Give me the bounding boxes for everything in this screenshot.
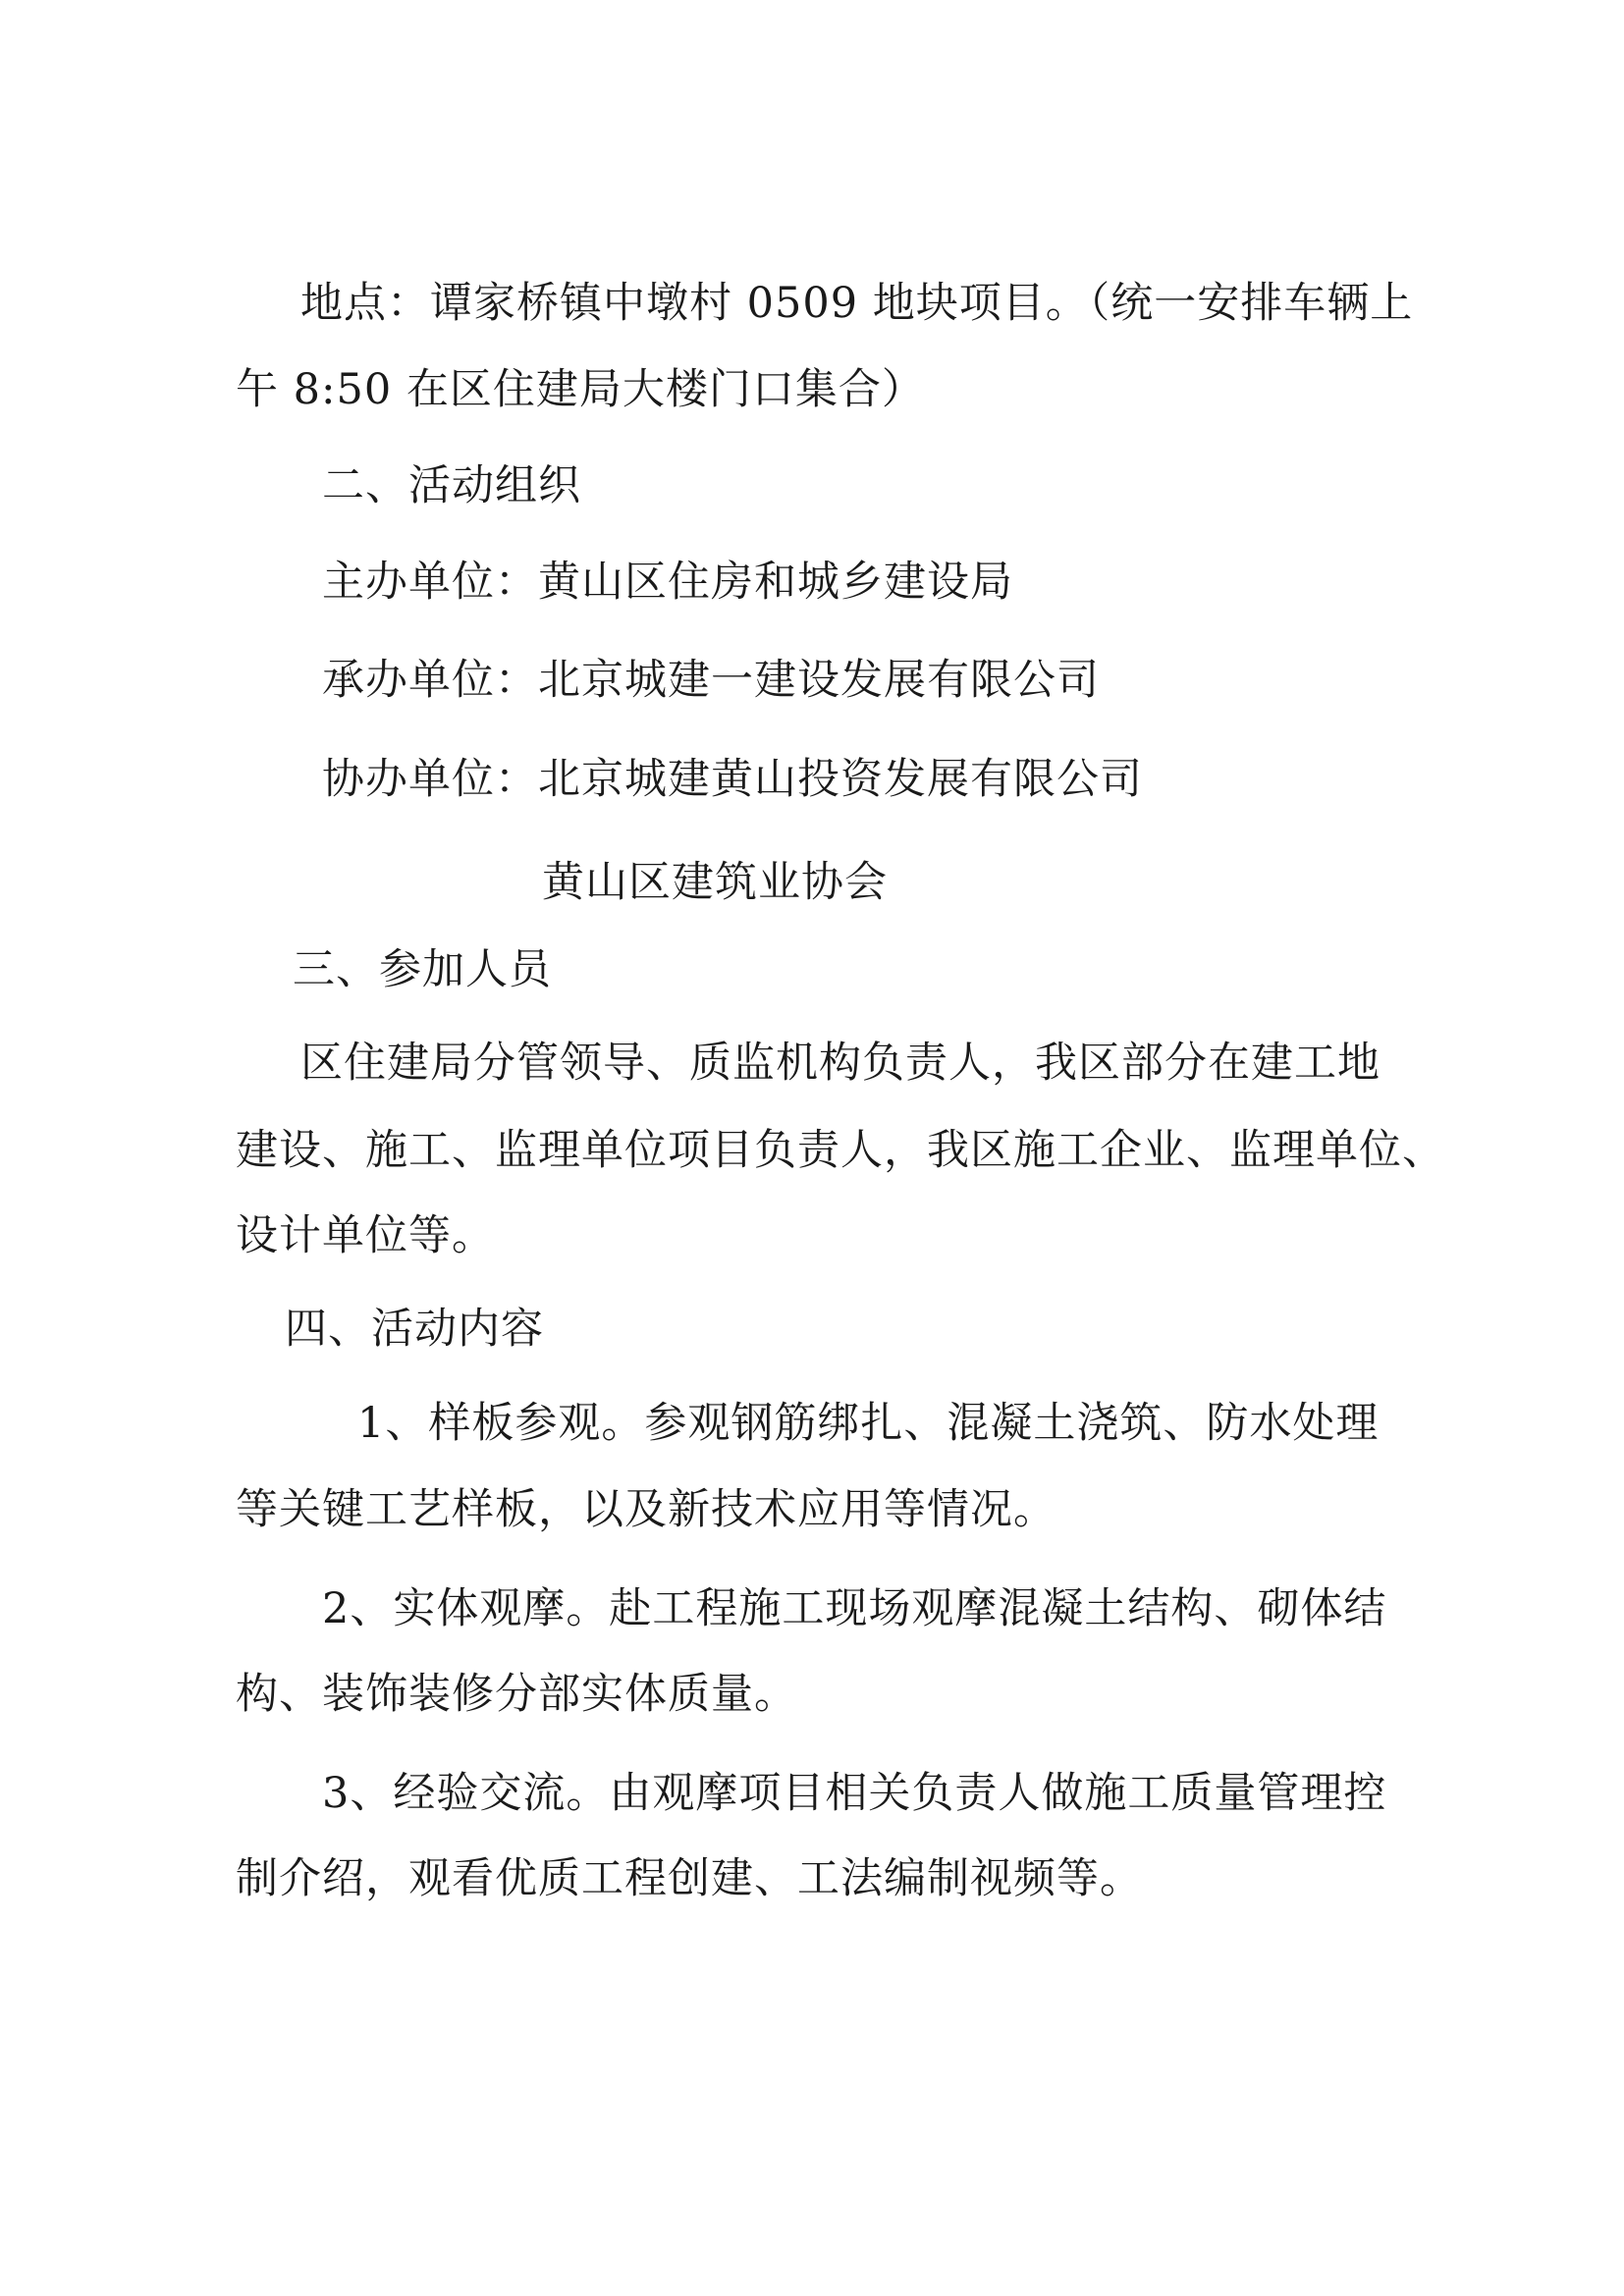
- coorganizer-unit-line-2: 黄山区建筑业协会: [542, 858, 888, 907]
- organizer-unit: 承办单位：北京城建一建设发展有限公司: [322, 656, 1100, 705]
- section-heading-participants: 三、参加人员: [293, 945, 552, 994]
- content-item-2-line-1: 2、实体观摩。赴工程施工现场观摩混凝土结构、砌体结: [322, 1584, 1387, 1633]
- content-item-3-line-1: 3、经验交流。由观摩项目相关负责人做施工质量管理控: [322, 1769, 1387, 1818]
- content-item-2-line-2: 构、装饰装修分部实体质量。: [236, 1670, 797, 1719]
- content-item-3-line-2: 制介绍，观看优质工程创建、工法编制视频等。: [236, 1854, 1143, 1903]
- section-heading-content: 四、活动内容: [285, 1305, 544, 1354]
- location-line-1: 地点：谭家桥镇中墩村 0509 地块项目。（统一安排车辆上: [300, 279, 1414, 328]
- coorganizer-unit-line-1: 协办单位：北京城建黄山投资发展有限公司: [322, 755, 1143, 804]
- participants-line-1: 区住建局分管领导、质监机构负责人，我区部分在建工地: [300, 1039, 1380, 1088]
- participants-line-2: 建设、施工、监理单位项目负责人，我区施工企业、监理单位、: [236, 1126, 1445, 1175]
- content-item-1-line-1: 1、样板参观。参观钢筋绑扎、混凝土浇筑、防水处理: [357, 1399, 1380, 1448]
- content-item-1-line-2: 等关键工艺样板，以及新技术应用等情况。: [236, 1485, 1056, 1534]
- participants-line-3: 设计单位等。: [236, 1211, 495, 1260]
- location-line-2: 午 8:50 在区住建局大楼门口集合）: [236, 365, 925, 414]
- host-unit: 主办单位：黄山区住房和城乡建设局: [322, 558, 1013, 607]
- section-heading-organization: 二、活动组织: [322, 461, 581, 510]
